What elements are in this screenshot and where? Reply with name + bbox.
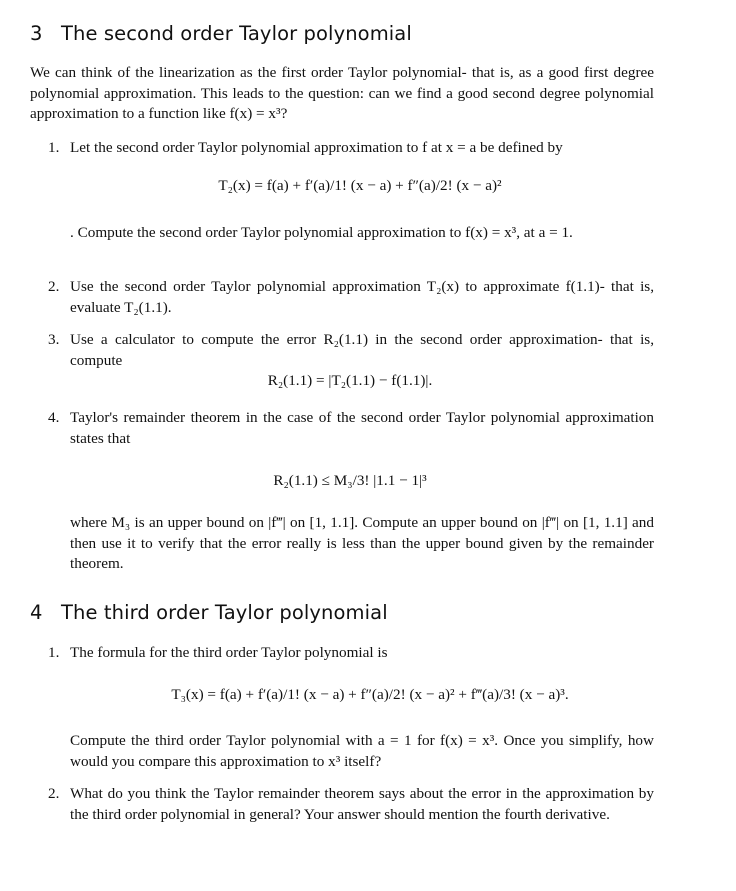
item-text: Let the second order Taylor polynomial approximation to f at x = a be defined by (70, 139, 563, 156)
item-text: What do you think the Taylor remainder theorem says about the error in the approximation by the third order polynomial in general? Your answer should mention the fourth derivative. (70, 785, 654, 823)
equation (230, 472, 470, 490)
section-4-heading (30, 601, 388, 624)
equation-text: T₂(x) = f(a) + f′(a)/1! (x − a) + f″(a)/2! (x − a)² (218, 177, 502, 194)
section-3-heading (30, 22, 412, 45)
list-item (48, 784, 654, 825)
list-item (48, 138, 654, 159)
list-item (48, 330, 654, 371)
equation (150, 177, 570, 195)
item-number: 3. (48, 331, 60, 348)
section-number: 3 (30, 22, 43, 45)
list-item-continuation (48, 513, 654, 575)
section-title: The second order Taylor polynomial (61, 22, 412, 45)
list-item-continuation (48, 731, 654, 772)
equation-text: R₂(1.1) ≤ M₃/3! |1.1 − 1|³ (273, 472, 427, 489)
list-item (48, 643, 654, 664)
item-number: 2. (48, 278, 60, 295)
section-number: 4 (30, 601, 43, 624)
item-number: 1. (48, 644, 60, 661)
section-title: The third order Taylor polynomial (61, 601, 388, 624)
equation (230, 372, 470, 390)
item-number: 2. (48, 785, 60, 802)
section-3-intro: We can think of the linearization as the first order Taylor polynomial- that is, as a good first degree polynomial approximation. This leads to the question: can we find a good second degree polynomial approximation to a function like f(x) = x³? (30, 64, 654, 122)
item-number: 4. (48, 409, 60, 426)
equation (120, 686, 620, 704)
list-item-continuation (48, 223, 654, 244)
item-text: Taylor's remainder theorem in the case of the second order Taylor polynomial approximation states that (70, 409, 654, 447)
equation-text: T₃(x) = f(a) + f′(a)/1! (x − a) + f″(a)/2! (x − a)² + f‴(a)/3! (x − a)³. (171, 686, 569, 703)
item-text: where M₃ is an upper bound on |f‴| on [1, 1.1]. Compute an upper bound on |f‴| on [1, 1.1] and then use it to verify that the error really is less than the upper bound given by the remainder theorem. (70, 514, 654, 572)
list-item (48, 408, 654, 449)
list-item (48, 277, 654, 318)
item-text: Compute the third order Taylor polynomial with a = 1 for f(x) = x³. Once you simplify, how would you compare this approximation to x³ itself? (70, 732, 654, 770)
item-text: Use a calculator to compute the error R₂(1.1) in the second order approximation- that is, compute (70, 331, 654, 369)
item-text: The formula for the third order Taylor polynomial is (70, 644, 388, 661)
item-text: . Compute the second order Taylor polynomial approximation to f(x) = x³, at a = 1. (70, 224, 573, 241)
equation-text: R₂(1.1) = |T₂(1.1) − f(1.1)|. (267, 372, 433, 389)
item-number: 1. (48, 139, 60, 156)
item-text: Use the second order Taylor polynomial approximation T₂(x) to approximate f(1.1)- that is, evaluate T₂(1.1). (70, 278, 654, 316)
